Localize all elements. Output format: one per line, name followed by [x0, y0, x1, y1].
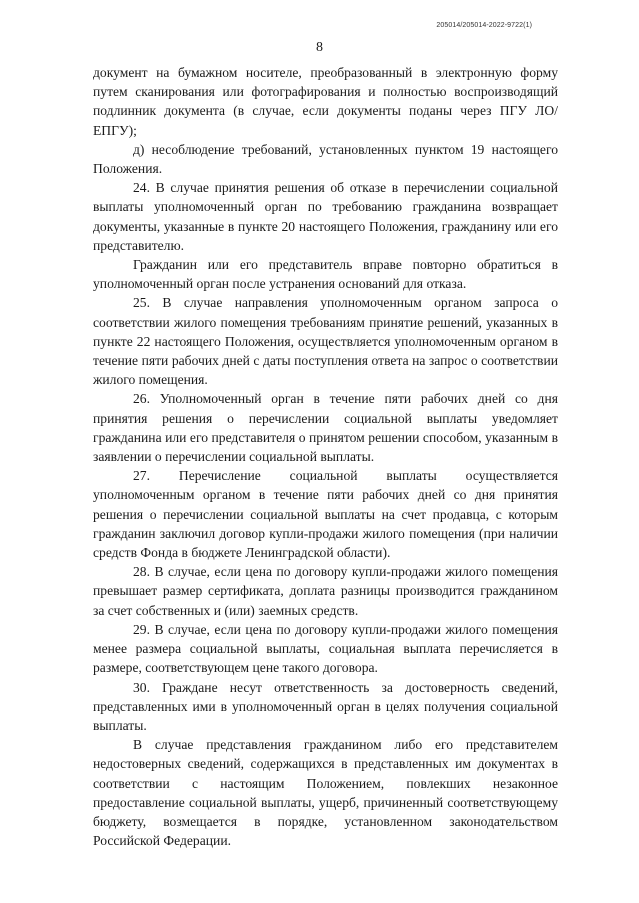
paragraph-25: 25. В случае направления уполномоченным органом запроса о соответствии жилого помещения требованиям принятие решений, указанных в пункте 22 настоящего Положения, осуществляется уполномоченным органом в течение пяти рабочих дней с даты поступления ответа на запрос о соответствии жилого помещения. — [93, 295, 558, 388]
paragraph-30: 30. Граждане несут ответственность за достоверность сведений, представленных ими в уполномоченный орган в целях получения социальной выплаты. — [93, 679, 558, 733]
paragraph-27: 27. Перечисление социальной выплаты осуществляется уполномоченным органом в течение пяти рабочих дней со дня принятия решения о перечислении социальной выплаты на счет продавца, с которым гражданин заключил договор купли-продажи жилого помещения (при наличии средств Фонда в бюджете Ленинградской области). — [93, 468, 558, 561]
paragraph-28: 28. В случае, если цена по договору купли-продажи жилого помещения превышает размер сертификата, доплата разницы производится гражданином за счет собственных и (или) заемных средств. — [93, 564, 558, 618]
paragraph-item-d: д) несоблюдение требований, установленных пунктом 19 настоящего Положения. — [93, 141, 558, 177]
paragraph-24: 24. В случае принятия решения об отказе в перечислении социальной выплаты уполномоченный орган по требованию гражданина возвращает документы, указанные в пункте 20 настоящего Положения, гражданину или его представителю. — [93, 180, 558, 253]
paragraph-26: 26. Уполномоченный орган в течение пяти рабочих дней со дня принятия решения о перечислении социальной выплаты уведомляет гражданина или его представителя о принятом решении способом, указанным в заявлении о перечислении социальной выплаты. — [93, 391, 558, 465]
paragraph-24-note: Гражданин или его представитель вправе повторно обратиться в уполномоченный орган после устранения оснований для отказа. — [93, 257, 558, 292]
paragraph-continuation: документ на бумажном носителе, преобразованный в электронную форму путем сканирования или фотографирования и полностью воспроизводящий подлинник документа (в случае, если документы поданы через ПГУ ЛО/ЕПГУ); — [93, 65, 558, 138]
paragraph-30-note: В случае представления гражданином либо его представителем недостоверных сведений, содержащихся в представленных им документах в соответствии с настоящим Положением, повлекших незаконное предоставление социальной выплаты, ущерб, причиненный соответствующему бюджету, возмещается в порядке, установленном законодательством Российской Федерации. — [93, 737, 558, 849]
page-number: 8 — [316, 40, 323, 55]
document-body — [93, 63, 558, 850]
document-id: 205014/205014-2022-9722(1) — [436, 22, 532, 29]
paragraph-29: 29. В случае, если цена по договору купли-продажи жилого помещения менее размера социальной выплаты, социальная выплата перечисляется в размере, соответствующем цене такого договора. — [93, 621, 558, 676]
